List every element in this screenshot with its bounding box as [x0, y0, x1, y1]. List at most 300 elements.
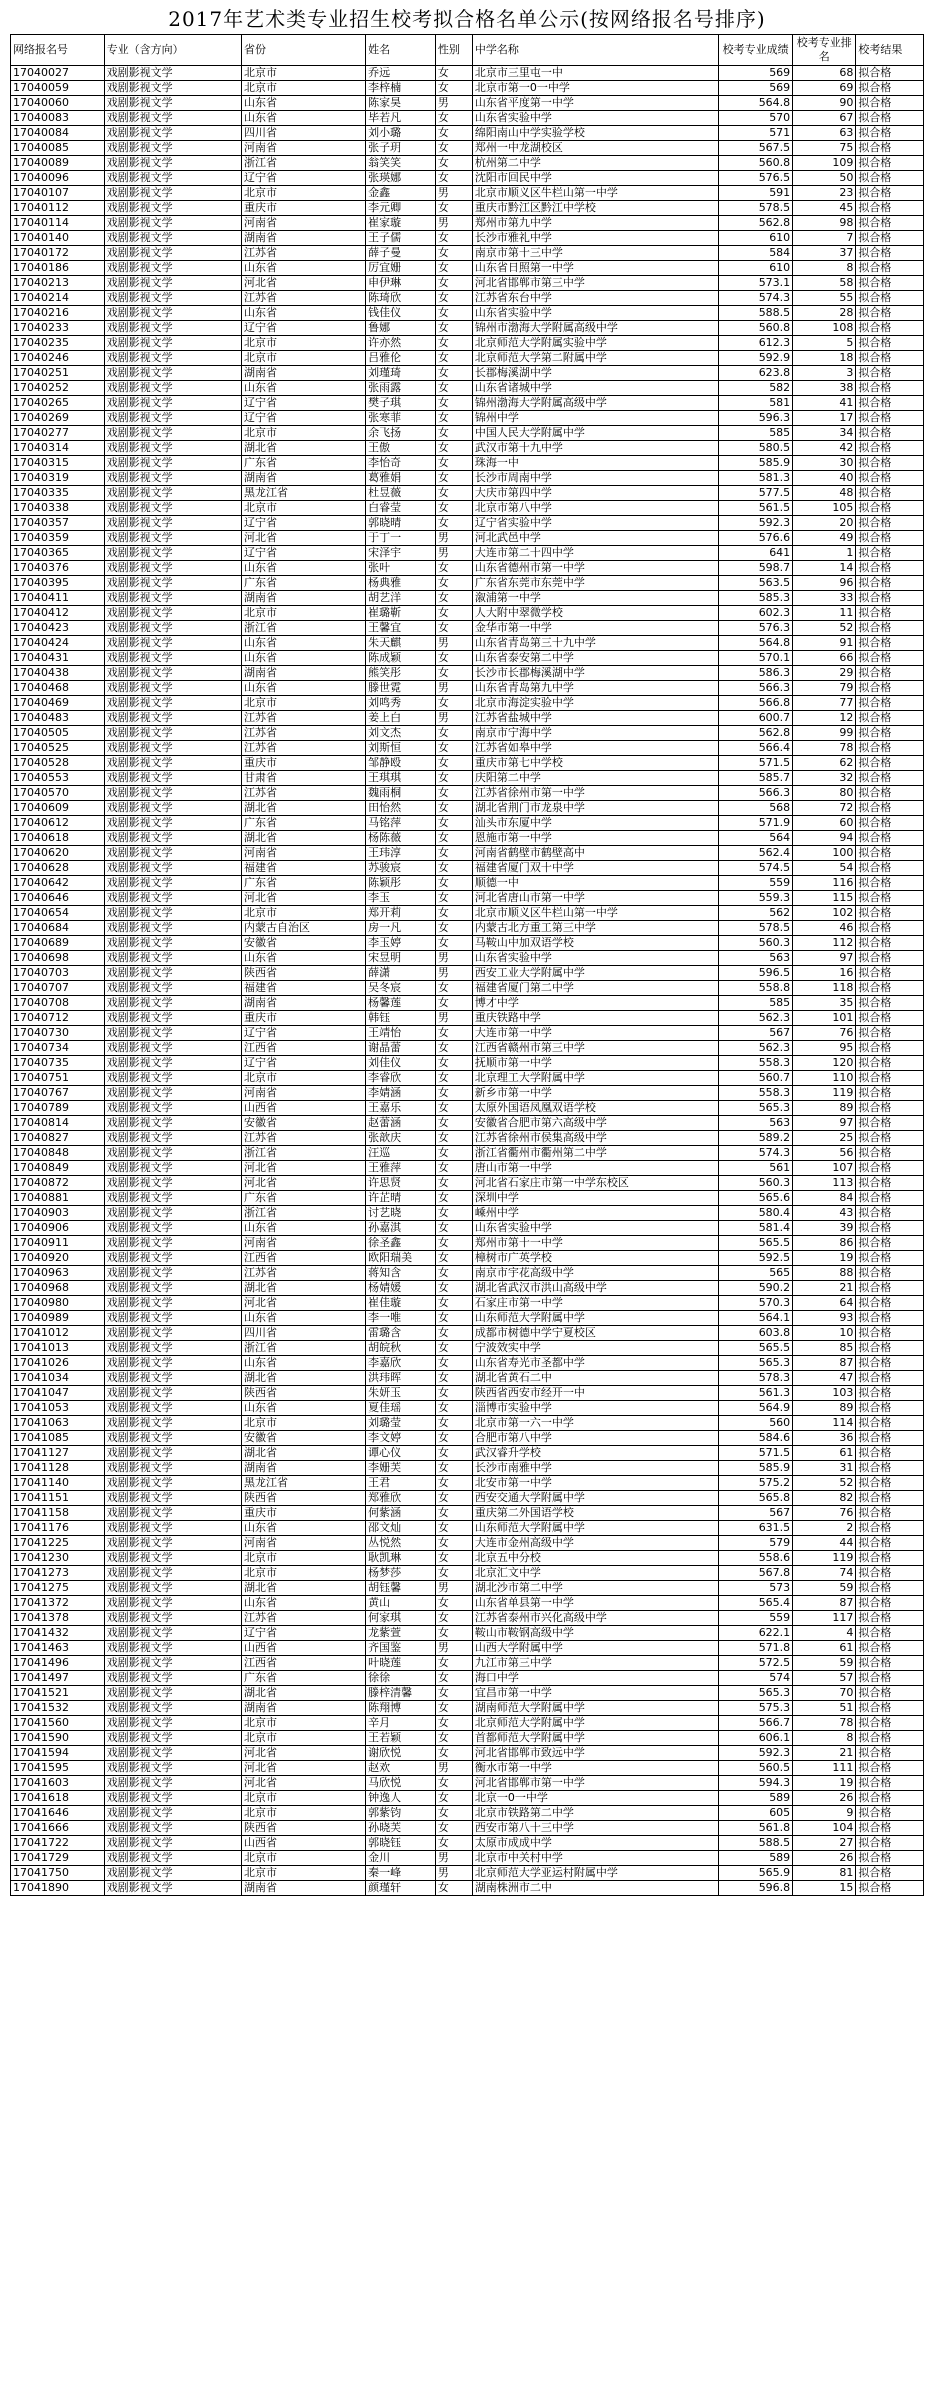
cell-province: 北京市	[241, 501, 365, 516]
cell-registration-id: 17040703	[11, 966, 105, 981]
cell-province: 山东省	[241, 681, 365, 696]
cell-school: 山东省实验中学	[472, 951, 718, 966]
cell-school: 山东省实验中学	[472, 1221, 718, 1236]
cell-gender: 女	[435, 1536, 472, 1551]
cell-school: 北京师范大学附属中学	[472, 1716, 718, 1731]
cell-score: 567	[719, 1026, 793, 1041]
cell-result: 拟合格	[856, 201, 924, 216]
cell-school: 海口中学	[472, 1671, 718, 1686]
cell-gender: 女	[435, 1401, 472, 1416]
cell-rank: 59	[793, 1581, 856, 1596]
cell-province: 山东省	[241, 306, 365, 321]
table-row	[11, 426, 924, 441]
cell-rank: 84	[793, 1191, 856, 1206]
cell-major: 戏剧影视文学	[104, 1461, 241, 1476]
cell-score: 558.3	[719, 1086, 793, 1101]
cell-gender: 男	[435, 1761, 472, 1776]
cell-school: 武汉睿升学校	[472, 1446, 718, 1461]
cell-name: 毕若凡	[366, 111, 436, 126]
cell-school: 山西大学附属中学	[472, 1641, 718, 1656]
cell-gender: 女	[435, 1671, 472, 1686]
cell-result: 拟合格	[856, 1251, 924, 1266]
cell-school: 河北省邯郸市第一中学	[472, 1776, 718, 1791]
cell-province: 广东省	[241, 576, 365, 591]
cell-school: 长沙市雅礼中学	[472, 231, 718, 246]
cell-name: 宋昱明	[366, 951, 436, 966]
cell-province: 广东省	[241, 816, 365, 831]
cell-province: 浙江省	[241, 1146, 365, 1161]
cell-province: 安徽省	[241, 936, 365, 951]
cell-rank: 26	[793, 1851, 856, 1866]
cell-result: 拟合格	[856, 1131, 924, 1146]
cell-registration-id: 17040269	[11, 411, 105, 426]
cell-major: 戏剧影视文学	[104, 261, 241, 276]
cell-rank: 80	[793, 786, 856, 801]
cell-gender: 女	[435, 126, 472, 141]
cell-school: 北京市第一六一中学	[472, 1416, 718, 1431]
cell-score: 602.3	[719, 606, 793, 621]
cell-name: 陈翔博	[366, 1701, 436, 1716]
cell-school: 湖北沙市第二中学	[472, 1581, 718, 1596]
cell-name: 白睿莹	[366, 501, 436, 516]
cell-province: 河北省	[241, 891, 365, 906]
cell-name: 刘鸣秀	[366, 696, 436, 711]
cell-name: 王馨宜	[366, 621, 436, 636]
cell-result: 拟合格	[856, 1806, 924, 1821]
cell-score: 562.3	[719, 1041, 793, 1056]
cell-school: 北京五中分校	[472, 1551, 718, 1566]
cell-major: 戏剧影视文学	[104, 1011, 241, 1026]
cell-school: 江苏省如皋中学	[472, 741, 718, 756]
cell-score: 560.3	[719, 936, 793, 951]
cell-name: 刘佳仪	[366, 1056, 436, 1071]
cell-registration-id: 17040989	[11, 1311, 105, 1326]
cell-result: 拟合格	[856, 816, 924, 831]
cell-name: 徐徐	[366, 1671, 436, 1686]
cell-result: 拟合格	[856, 411, 924, 426]
cell-score: 584.6	[719, 1431, 793, 1446]
table-row	[11, 741, 924, 756]
cell-gender: 女	[435, 396, 472, 411]
cell-school: 西安交通大学附属中学	[472, 1491, 718, 1506]
cell-registration-id: 17040059	[11, 81, 105, 96]
cell-result: 拟合格	[856, 1581, 924, 1596]
cell-gender: 男	[435, 216, 472, 231]
cell-province: 河北省	[241, 1746, 365, 1761]
cell-gender: 女	[435, 261, 472, 276]
cell-province: 湖北省	[241, 1446, 365, 1461]
cell-gender: 女	[435, 291, 472, 306]
cell-rank: 75	[793, 141, 856, 156]
table-row	[11, 696, 924, 711]
cell-result: 拟合格	[856, 1236, 924, 1251]
cell-result: 拟合格	[856, 786, 924, 801]
cell-registration-id: 17040730	[11, 1026, 105, 1041]
cell-province: 辽宁省	[241, 1056, 365, 1071]
cell-gender: 女	[435, 1191, 472, 1206]
cell-major: 戏剧影视文学	[104, 1161, 241, 1176]
cell-province: 湖南省	[241, 666, 365, 681]
cell-registration-id: 17040338	[11, 501, 105, 516]
cell-rank: 61	[793, 1641, 856, 1656]
table-row	[11, 291, 924, 306]
cell-result: 拟合格	[856, 1461, 924, 1476]
cell-registration-id: 17040849	[11, 1161, 105, 1176]
table-row	[11, 651, 924, 666]
cell-school: 陕西省西安市经开一中	[472, 1386, 718, 1401]
cell-major: 戏剧影视文学	[104, 111, 241, 126]
cell-name: 张子玥	[366, 141, 436, 156]
cell-rank: 114	[793, 1416, 856, 1431]
cell-school: 湖北省武汉市洪山高级中学	[472, 1281, 718, 1296]
cell-score: 584	[719, 246, 793, 261]
cell-major: 戏剧影视文学	[104, 1131, 241, 1146]
cell-major: 戏剧影视文学	[104, 711, 241, 726]
cell-province: 江苏省	[241, 1266, 365, 1281]
cell-rank: 72	[793, 801, 856, 816]
cell-major: 戏剧影视文学	[104, 486, 241, 501]
cell-major: 戏剧影视文学	[104, 1206, 241, 1221]
cell-rank: 8	[793, 261, 856, 276]
table-row	[11, 1611, 924, 1626]
cell-result: 拟合格	[856, 531, 924, 546]
cell-rank: 46	[793, 921, 856, 936]
cell-province: 北京市	[241, 336, 365, 351]
cell-rank: 43	[793, 1206, 856, 1221]
cell-rank: 113	[793, 1176, 856, 1191]
cell-gender: 女	[435, 1566, 472, 1581]
cell-name: 许芷晴	[366, 1191, 436, 1206]
cell-major: 戏剧影视文学	[104, 1611, 241, 1626]
cell-result: 拟合格	[856, 456, 924, 471]
cell-registration-id: 17040469	[11, 696, 105, 711]
cell-school: 湖南师范大学附属中学	[472, 1701, 718, 1716]
cell-major: 戏剧影视文学	[104, 1356, 241, 1371]
cell-gender: 女	[435, 1101, 472, 1116]
cell-school: 大庆市第四中学	[472, 486, 718, 501]
table-row	[11, 816, 924, 831]
cell-gender: 女	[435, 591, 472, 606]
cell-major: 戏剧影视文学	[104, 1656, 241, 1671]
cell-gender: 女	[435, 111, 472, 126]
cell-major: 戏剧影视文学	[104, 756, 241, 771]
cell-score: 585.9	[719, 456, 793, 471]
cell-result: 拟合格	[856, 441, 924, 456]
cell-name: 胡钰馨	[366, 1581, 436, 1596]
cell-school: 绵阳南山中学实验学校	[472, 126, 718, 141]
cell-school: 山东省实验中学	[472, 306, 718, 321]
cell-school: 河北武邑中学	[472, 531, 718, 546]
cell-province: 北京市	[241, 186, 365, 201]
cell-rank: 87	[793, 1356, 856, 1371]
cell-gender: 男	[435, 966, 472, 981]
table-row	[11, 1716, 924, 1731]
cell-score: 560.7	[719, 1071, 793, 1086]
cell-name: 张瑛娜	[366, 171, 436, 186]
cell-score: 581.4	[719, 1221, 793, 1236]
cell-gender: 女	[435, 1686, 472, 1701]
cell-rank: 20	[793, 516, 856, 531]
cell-result: 拟合格	[856, 1146, 924, 1161]
cell-result: 拟合格	[856, 546, 924, 561]
cell-school: 北京市中关村中学	[472, 1851, 718, 1866]
cell-rank: 63	[793, 126, 856, 141]
cell-province: 浙江省	[241, 1206, 365, 1221]
cell-registration-id: 17040233	[11, 321, 105, 336]
cell-registration-id: 17040213	[11, 276, 105, 291]
cell-province: 江西省	[241, 1041, 365, 1056]
cell-gender: 女	[435, 366, 472, 381]
table-row	[11, 1431, 924, 1446]
cell-gender: 男	[435, 636, 472, 651]
cell-school: 成都市树德中学宁夏校区	[472, 1326, 718, 1341]
cell-registration-id: 17040906	[11, 1221, 105, 1236]
cell-rank: 108	[793, 321, 856, 336]
cell-major: 戏剧影视文学	[104, 126, 241, 141]
cell-score: 570	[719, 111, 793, 126]
table-row	[11, 201, 924, 216]
cell-rank: 79	[793, 681, 856, 696]
cell-gender: 女	[435, 276, 472, 291]
cell-result: 拟合格	[856, 1596, 924, 1611]
cell-major: 戏剧影视文学	[104, 1806, 241, 1821]
cell-gender: 男	[435, 186, 472, 201]
cell-rank: 32	[793, 771, 856, 786]
cell-school: 九江市第三中学	[472, 1656, 718, 1671]
cell-score: 563.5	[719, 576, 793, 591]
table-row	[11, 1881, 924, 1896]
cell-score: 578.5	[719, 201, 793, 216]
cell-gender: 女	[435, 831, 472, 846]
cell-name: 乔远	[366, 66, 436, 81]
table-row	[11, 1656, 924, 1671]
cell-name: 于丁一	[366, 531, 436, 546]
table-row	[11, 411, 924, 426]
table-row	[11, 321, 924, 336]
cell-result: 拟合格	[856, 696, 924, 711]
cell-gender: 女	[435, 1026, 472, 1041]
cell-result: 拟合格	[856, 516, 924, 531]
cell-score: 562.4	[719, 846, 793, 861]
cell-registration-id: 17040424	[11, 636, 105, 651]
cell-school: 宁波效实中学	[472, 1341, 718, 1356]
cell-rank: 90	[793, 96, 856, 111]
cell-major: 戏剧影视文学	[104, 1236, 241, 1251]
cell-result: 拟合格	[856, 1536, 924, 1551]
cell-rank: 49	[793, 531, 856, 546]
cell-result: 拟合格	[856, 606, 924, 621]
cell-result: 拟合格	[856, 261, 924, 276]
cell-gender: 女	[435, 1416, 472, 1431]
table-row	[11, 486, 924, 501]
cell-school: 山东省诸城中学	[472, 381, 718, 396]
cell-registration-id: 17040365	[11, 546, 105, 561]
cell-province: 北京市	[241, 426, 365, 441]
cell-school: 南京市第十三中学	[472, 246, 718, 261]
cell-registration-id: 17041496	[11, 1656, 105, 1671]
cell-province: 福建省	[241, 981, 365, 996]
cell-score: 580.4	[719, 1206, 793, 1221]
cell-name: 宋泽宇	[366, 546, 436, 561]
table-row	[11, 141, 924, 156]
cell-major: 戏剧影视文学	[104, 666, 241, 681]
cell-major: 戏剧影视文学	[104, 786, 241, 801]
cell-score: 588.5	[719, 306, 793, 321]
cell-school: 北京市第一0一中学	[472, 81, 718, 96]
cell-rank: 31	[793, 1461, 856, 1476]
cell-gender: 女	[435, 561, 472, 576]
cell-major: 戏剧影视文学	[104, 996, 241, 1011]
cell-name: 李文婷	[366, 1431, 436, 1446]
cell-registration-id: 17040107	[11, 186, 105, 201]
cell-province: 江苏省	[241, 1131, 365, 1146]
cell-result: 拟合格	[856, 1386, 924, 1401]
cell-score: 561.5	[719, 501, 793, 516]
cell-name: 钟逸人	[366, 1791, 436, 1806]
cell-result: 拟合格	[856, 126, 924, 141]
cell-school: 河北省唐山市第一中学	[472, 891, 718, 906]
cell-major: 戏剧影视文学	[104, 546, 241, 561]
cell-result: 拟合格	[856, 876, 924, 891]
cell-school: 西安工业大学附属中学	[472, 966, 718, 981]
cell-registration-id: 17040814	[11, 1116, 105, 1131]
cell-major: 戏剧影视文学	[104, 516, 241, 531]
cell-score: 564.1	[719, 1311, 793, 1326]
cell-gender: 女	[435, 726, 472, 741]
cell-registration-id: 17040872	[11, 1176, 105, 1191]
table-body	[11, 66, 924, 1896]
cell-major: 戏剧影视文学	[104, 1821, 241, 1836]
cell-result: 拟合格	[856, 501, 924, 516]
cell-name: 李婧涵	[366, 1086, 436, 1101]
table-row	[11, 906, 924, 921]
table-row	[11, 336, 924, 351]
cell-school: 山东省单县第一中学	[472, 1596, 718, 1611]
cell-score: 560.5	[719, 1761, 793, 1776]
cell-registration-id: 17040708	[11, 996, 105, 1011]
cell-gender: 女	[435, 441, 472, 456]
cell-major: 戏剧影视文学	[104, 951, 241, 966]
cell-registration-id: 17041012	[11, 1326, 105, 1341]
cell-gender: 女	[435, 1701, 472, 1716]
cell-province: 河南省	[241, 141, 365, 156]
cell-score: 585	[719, 996, 793, 1011]
cell-registration-id: 17040707	[11, 981, 105, 996]
cell-major: 戏剧影视文学	[104, 891, 241, 906]
cell-registration-id: 17041618	[11, 1791, 105, 1806]
cell-registration-id: 17040570	[11, 786, 105, 801]
cell-result: 拟合格	[856, 156, 924, 171]
cell-province: 山东省	[241, 1596, 365, 1611]
cell-result: 拟合格	[856, 1611, 924, 1626]
cell-registration-id: 17040085	[11, 141, 105, 156]
cell-major: 戏剧影视文学	[104, 1686, 241, 1701]
cell-rank: 42	[793, 441, 856, 456]
cell-school: 北京市第八中学	[472, 501, 718, 516]
cell-school: 山东省泰安第二中学	[472, 651, 718, 666]
cell-province: 重庆市	[241, 1506, 365, 1521]
cell-province: 黑龙江省	[241, 486, 365, 501]
cell-result: 拟合格	[856, 666, 924, 681]
cell-name: 龙紫萱	[366, 1626, 436, 1641]
cell-name: 齐国鉴	[366, 1641, 436, 1656]
cell-rank: 115	[793, 891, 856, 906]
table-row	[11, 261, 924, 276]
cell-result: 拟合格	[856, 141, 924, 156]
cell-score: 610	[719, 261, 793, 276]
cell-rank: 82	[793, 1491, 856, 1506]
cell-registration-id: 17041497	[11, 1671, 105, 1686]
cell-province: 四川省	[241, 126, 365, 141]
cell-rank: 95	[793, 1041, 856, 1056]
cell-score: 592.3	[719, 516, 793, 531]
cell-rank: 11	[793, 606, 856, 621]
cell-rank: 41	[793, 396, 856, 411]
cell-major: 戏剧影视文学	[104, 456, 241, 471]
cell-province: 山东省	[241, 1401, 365, 1416]
cell-registration-id: 17040359	[11, 531, 105, 546]
cell-score: 571.5	[719, 1446, 793, 1461]
cell-score: 603.8	[719, 1326, 793, 1341]
cell-rank: 67	[793, 111, 856, 126]
cell-rank: 37	[793, 246, 856, 261]
cell-major: 戏剧影视文学	[104, 861, 241, 876]
header-gender: 性别	[435, 35, 472, 66]
cell-rank: 97	[793, 1116, 856, 1131]
cell-score: 574.5	[719, 861, 793, 876]
cell-major: 戏剧影视文学	[104, 1881, 241, 1896]
cell-score: 565.6	[719, 1191, 793, 1206]
cell-score: 564.9	[719, 1401, 793, 1416]
cell-name: 杨梦莎	[366, 1566, 436, 1581]
cell-result: 拟合格	[856, 1011, 924, 1026]
cell-score: 561.8	[719, 1821, 793, 1836]
cell-gender: 女	[435, 1041, 472, 1056]
cell-score: 612.3	[719, 336, 793, 351]
header-name: 姓名	[366, 35, 436, 66]
cell-major: 戏剧影视文学	[104, 1251, 241, 1266]
cell-province: 湖南省	[241, 996, 365, 1011]
cell-gender: 女	[435, 1356, 472, 1371]
cell-major: 戏剧影视文学	[104, 1191, 241, 1206]
cell-name: 雷璐含	[366, 1326, 436, 1341]
cell-registration-id: 17041026	[11, 1356, 105, 1371]
cell-registration-id: 17040968	[11, 1281, 105, 1296]
cell-name: 翁笑笑	[366, 156, 436, 171]
cell-result: 拟合格	[856, 1341, 924, 1356]
cell-province: 江苏省	[241, 741, 365, 756]
cell-gender: 女	[435, 1221, 472, 1236]
cell-result: 拟合格	[856, 1176, 924, 1191]
cell-province: 河南省	[241, 1236, 365, 1251]
cell-score: 592.5	[719, 1251, 793, 1266]
cell-name: 厉宜姗	[366, 261, 436, 276]
cell-province: 北京市	[241, 1551, 365, 1566]
table-row	[11, 456, 924, 471]
table-row	[11, 1446, 924, 1461]
cell-gender: 女	[435, 981, 472, 996]
table-row	[11, 471, 924, 486]
cell-name: 刘斯恒	[366, 741, 436, 756]
cell-gender: 女	[435, 1311, 472, 1326]
table-row	[11, 111, 924, 126]
cell-result: 拟合格	[856, 1821, 924, 1836]
cell-province: 山西省	[241, 1641, 365, 1656]
cell-registration-id: 17040827	[11, 1131, 105, 1146]
cell-gender: 女	[435, 1146, 472, 1161]
cell-province: 四川省	[241, 1326, 365, 1341]
cell-score: 564	[719, 831, 793, 846]
